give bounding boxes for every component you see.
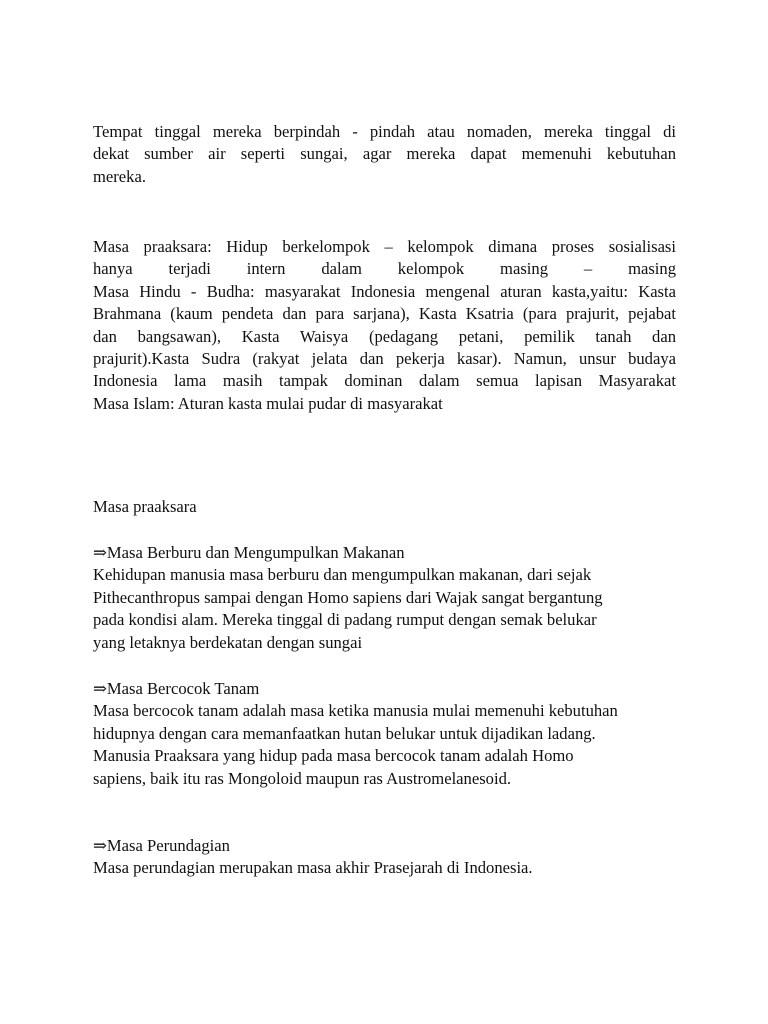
text-line: mereka.	[93, 166, 146, 186]
text-line: dekat sumber air seperti sungai, agar mereka dapat memenuhi kebutuhan	[93, 144, 676, 164]
text-line: Masa praaksara: Hidup berkelompok – kelompok dimana proses sosialisasi	[93, 237, 676, 256]
text-line: Pithecanthropus sampai dengan Homo sapiens dari Wajak sangat bergantung	[93, 587, 603, 607]
text-line: Masa Islam: Aturan kasta mulai pudar di masyarakat	[93, 393, 443, 413]
text-line: Kehidupan manusia masa berburu dan mengumpulkan makanan, dari sejak	[93, 565, 592, 585]
text-line: pada kondisi alam. Mereka tinggal di padang rumput dengan semak belukar	[93, 610, 597, 630]
paragraph-sosialisasi	[93, 236, 676, 415]
section-title: ⇒Masa Berburu dan Mengumpulkan Makanan	[93, 543, 405, 562]
section-perundagian	[93, 835, 676, 880]
text-line: hidupnya dengan cara memanfaatkan hutan belukar untuk dijadikan ladang.	[93, 723, 596, 743]
section-heading: Masa praaksara	[93, 497, 197, 516]
text-line: Masa bercocok tanam adalah masa ketika manusia mulai memenuhi kebutuhan	[93, 701, 618, 721]
text-line: dan bangsawan), Kasta Waisya (pedagang petani, pemilik tanah dan	[93, 326, 676, 346]
text-line: Indonesia lama masih tampak dominan dalam semua lapisan Masyarakat	[93, 371, 676, 391]
text-line: prajurit).Kasta Sudra (rakyat jelata dan pekerja kasar). Namun, unsur budaya	[93, 348, 676, 368]
text-line: hanya terjadi intern dalam kelompok masing – masing	[93, 259, 676, 279]
section-title: ⇒Masa Bercocok Tanam	[93, 679, 260, 698]
text-line: Masa perundagian merupakan masa akhir Prasejarah di Indonesia.	[93, 858, 533, 878]
text-line: Manusia Praaksara yang hidup pada masa bercocok tanam adalah Homo	[93, 746, 574, 766]
section-berburu	[93, 542, 676, 654]
paragraph-nomaden	[93, 121, 676, 188]
section-title: ⇒Masa Perundagian	[93, 836, 230, 855]
text-line: Masa Hindu - Budha: masyarakat Indonesia mengenal aturan kasta,yaitu: Kasta	[93, 281, 676, 301]
text-line: Tempat tinggal mereka berpindah - pindah atau nomaden, mereka tinggal di	[93, 122, 676, 141]
text-line: yang letaknya berdekatan dengan sungai	[93, 632, 363, 652]
text-line: Brahmana (kaum pendeta dan para sarjana), Kasta Ksatria (para prajurit, pejabat	[93, 304, 676, 324]
heading-masa-praaksara	[93, 496, 676, 518]
text-line: sapiens, baik itu ras Mongoloid maupun ras Austromelanesoid.	[93, 768, 512, 788]
section-bercocok-tanam	[93, 678, 676, 790]
